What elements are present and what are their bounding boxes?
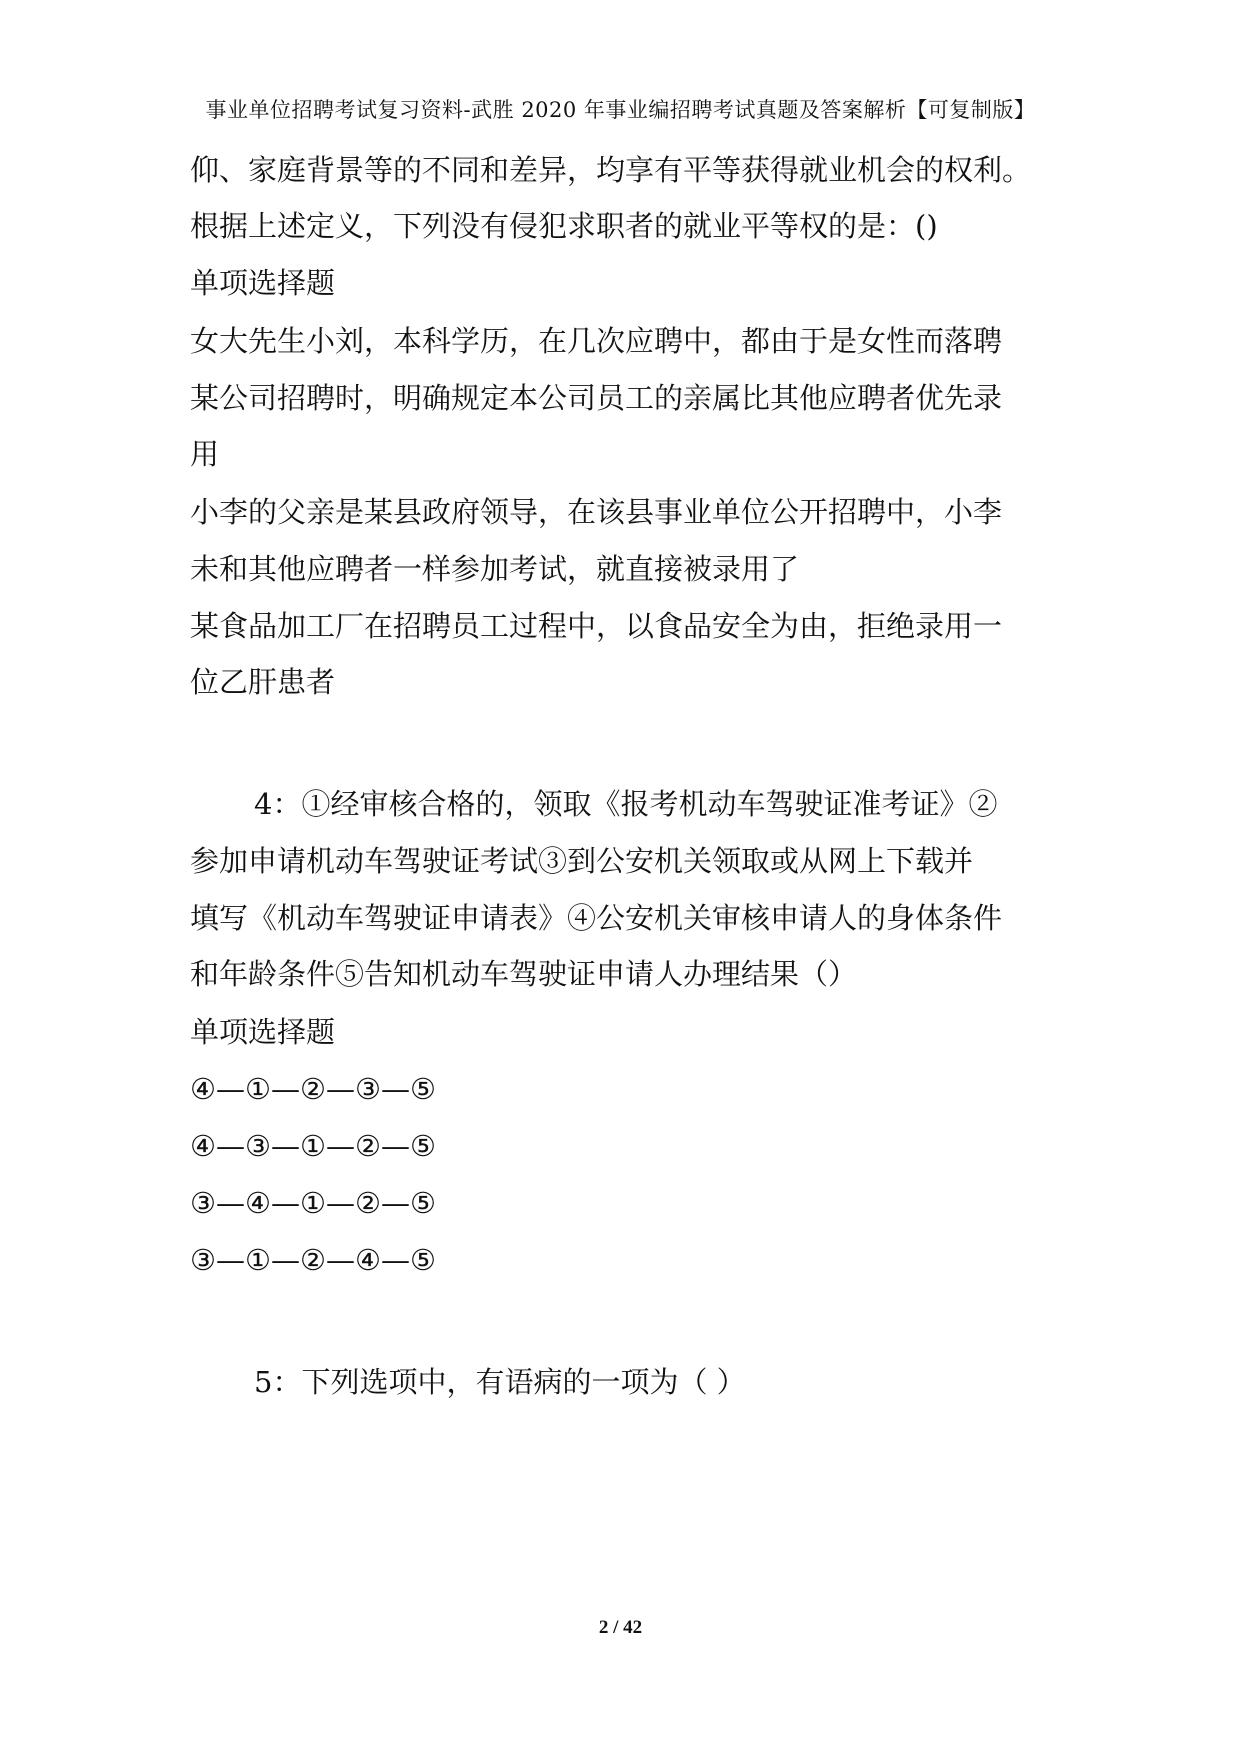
document-header: 事业单位招聘考试复习资料-武胜 2020 年事业编招聘考试真题及答案解析【可复制版】	[205, 98, 1036, 122]
option-d: ③—①—②—④—⑤	[190, 1243, 436, 1277]
option-a: ④—①—②—③—⑤	[190, 1072, 436, 1106]
option-c-continued: 未和其他应聘者一样参加考试，就直接被录用了	[190, 552, 800, 586]
option-b-continued: 用	[190, 437, 220, 471]
question-text: 根据上述定义，下列没有侵犯求职者的就业平等权的是：()	[190, 209, 938, 243]
option-b: 某公司招聘时，明确规定本公司员工的亲属比其他应聘者优先录	[190, 381, 1003, 415]
page-number: 2 / 42	[598, 1617, 643, 1638]
option-c: 小李的父亲是某县政府领导，在该县事业单位公开招聘中，小李	[190, 495, 1003, 529]
option-a: 女大先生小刘，本科学历，在几次应聘中，都由于是女性而落聘	[190, 324, 1003, 358]
question-4-stem-line: 填写《机动车驾驶证申请表》④公安机关审核申请人的身体条件	[190, 901, 1003, 935]
question-5-stem: 5：下列选项中，有语病的一项为（ ）	[254, 1365, 746, 1399]
question-4-stem-line: 参加申请机动车驾驶证考试③到公安机关领取或从网上下载并	[190, 844, 974, 878]
question-text: 仰、家庭背景等的不同和差异，均享有平等获得就业机会的权利。	[190, 153, 1032, 187]
question-4-stem: 4：①经审核合格的，领取《报考机动车驾驶证准考证》②	[254, 787, 998, 821]
option-c: ③—④—①—②—⑤	[190, 1186, 436, 1220]
option-d-continued: 位乙肝患者	[190, 665, 336, 699]
option-b: ④—③—①—②—⑤	[190, 1129, 436, 1163]
question-4-stem-line: 和年龄条件⑤告知机动车驾驶证申请人办理结果（）	[190, 957, 858, 991]
question-type: 单项选择题	[190, 1015, 336, 1049]
question-type: 单项选择题	[190, 266, 336, 300]
option-d: 某食品加工厂在招聘员工过程中，以食品安全为由，拒绝录用一	[190, 609, 1003, 643]
